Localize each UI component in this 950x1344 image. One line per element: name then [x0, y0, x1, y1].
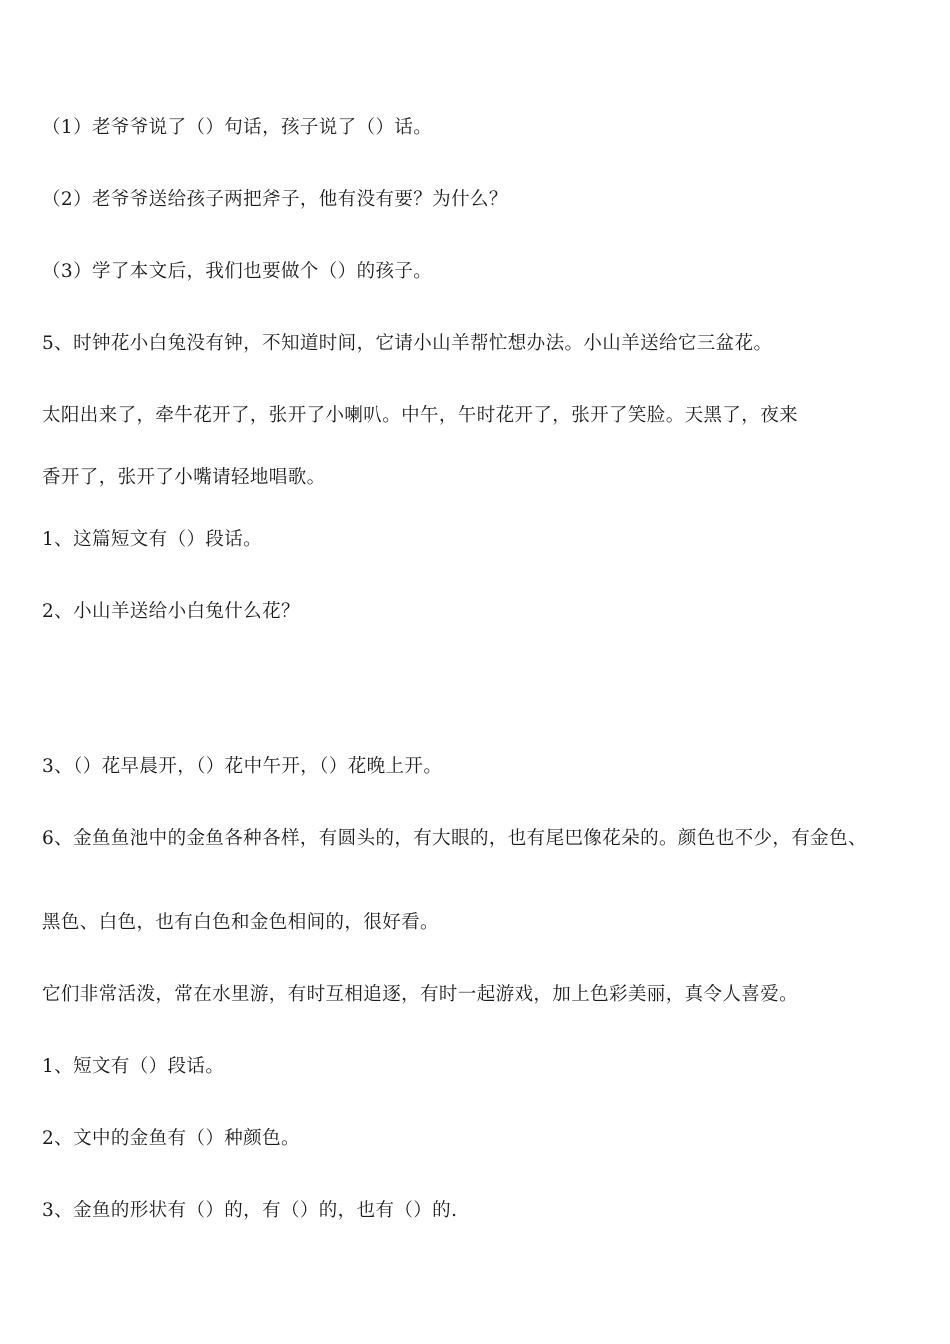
- question-4-sub-3: （3）学了本文后，我们也要做个（）的孩子。: [42, 261, 433, 282]
- question-5-sub-2: 2、小山羊送给小白兔什么花？: [42, 601, 300, 622]
- passage-5-body-line-1: 太阳出来了，牵牛花开了，张开了小喇叭。中午，午时花开了，张开了笑脸。天黑了，夜来: [42, 405, 799, 426]
- question-6-sub-1: 1、短文有（）段话。: [42, 1056, 225, 1077]
- question-4-sub-1: （1）老爷爷说了（）句话，孩子说了（）话。: [42, 117, 433, 138]
- passage-6-title: 6、金鱼鱼池中的金鱼各种各样，有圆头的，有大眼的，也有尾巴像花朵的。颜色也不少，有金色、: [42, 828, 867, 849]
- passage-5-body-line-2: 香开了，张开了小嘴请轻地唱歌。: [42, 467, 326, 488]
- passage-6-body-line-2: 它们非常活泼，常在水里游，有时互相追逐，有时一起游戏，加上色彩美丽，真令人喜爱。: [42, 984, 799, 1005]
- passage-6-body-line-1: 黑色、白色，也有白色和金色相间的，很好看。: [42, 912, 439, 933]
- passage-5-title: 5、时钟花小白兔没有钟，不知道时间，它请小山羊帮忙想办法。小山羊送给它三盆花。: [42, 333, 773, 354]
- question-4-sub-2: （2）老爷爷送给孩子两把斧子，他有没有要？为什么？: [42, 189, 508, 210]
- question-5-sub-1: 1、这篇短文有（）段话。: [42, 529, 263, 550]
- question-6-sub-2: 2、文中的金鱼有（）种颜色。: [42, 1128, 300, 1149]
- question-5-sub-3: 3、（）花早晨开，（）花中午开，（）花晚上开。: [42, 756, 443, 777]
- question-6-sub-3: 3、金鱼的形状有（）的，有（）的，也有（）的.: [42, 1200, 458, 1221]
